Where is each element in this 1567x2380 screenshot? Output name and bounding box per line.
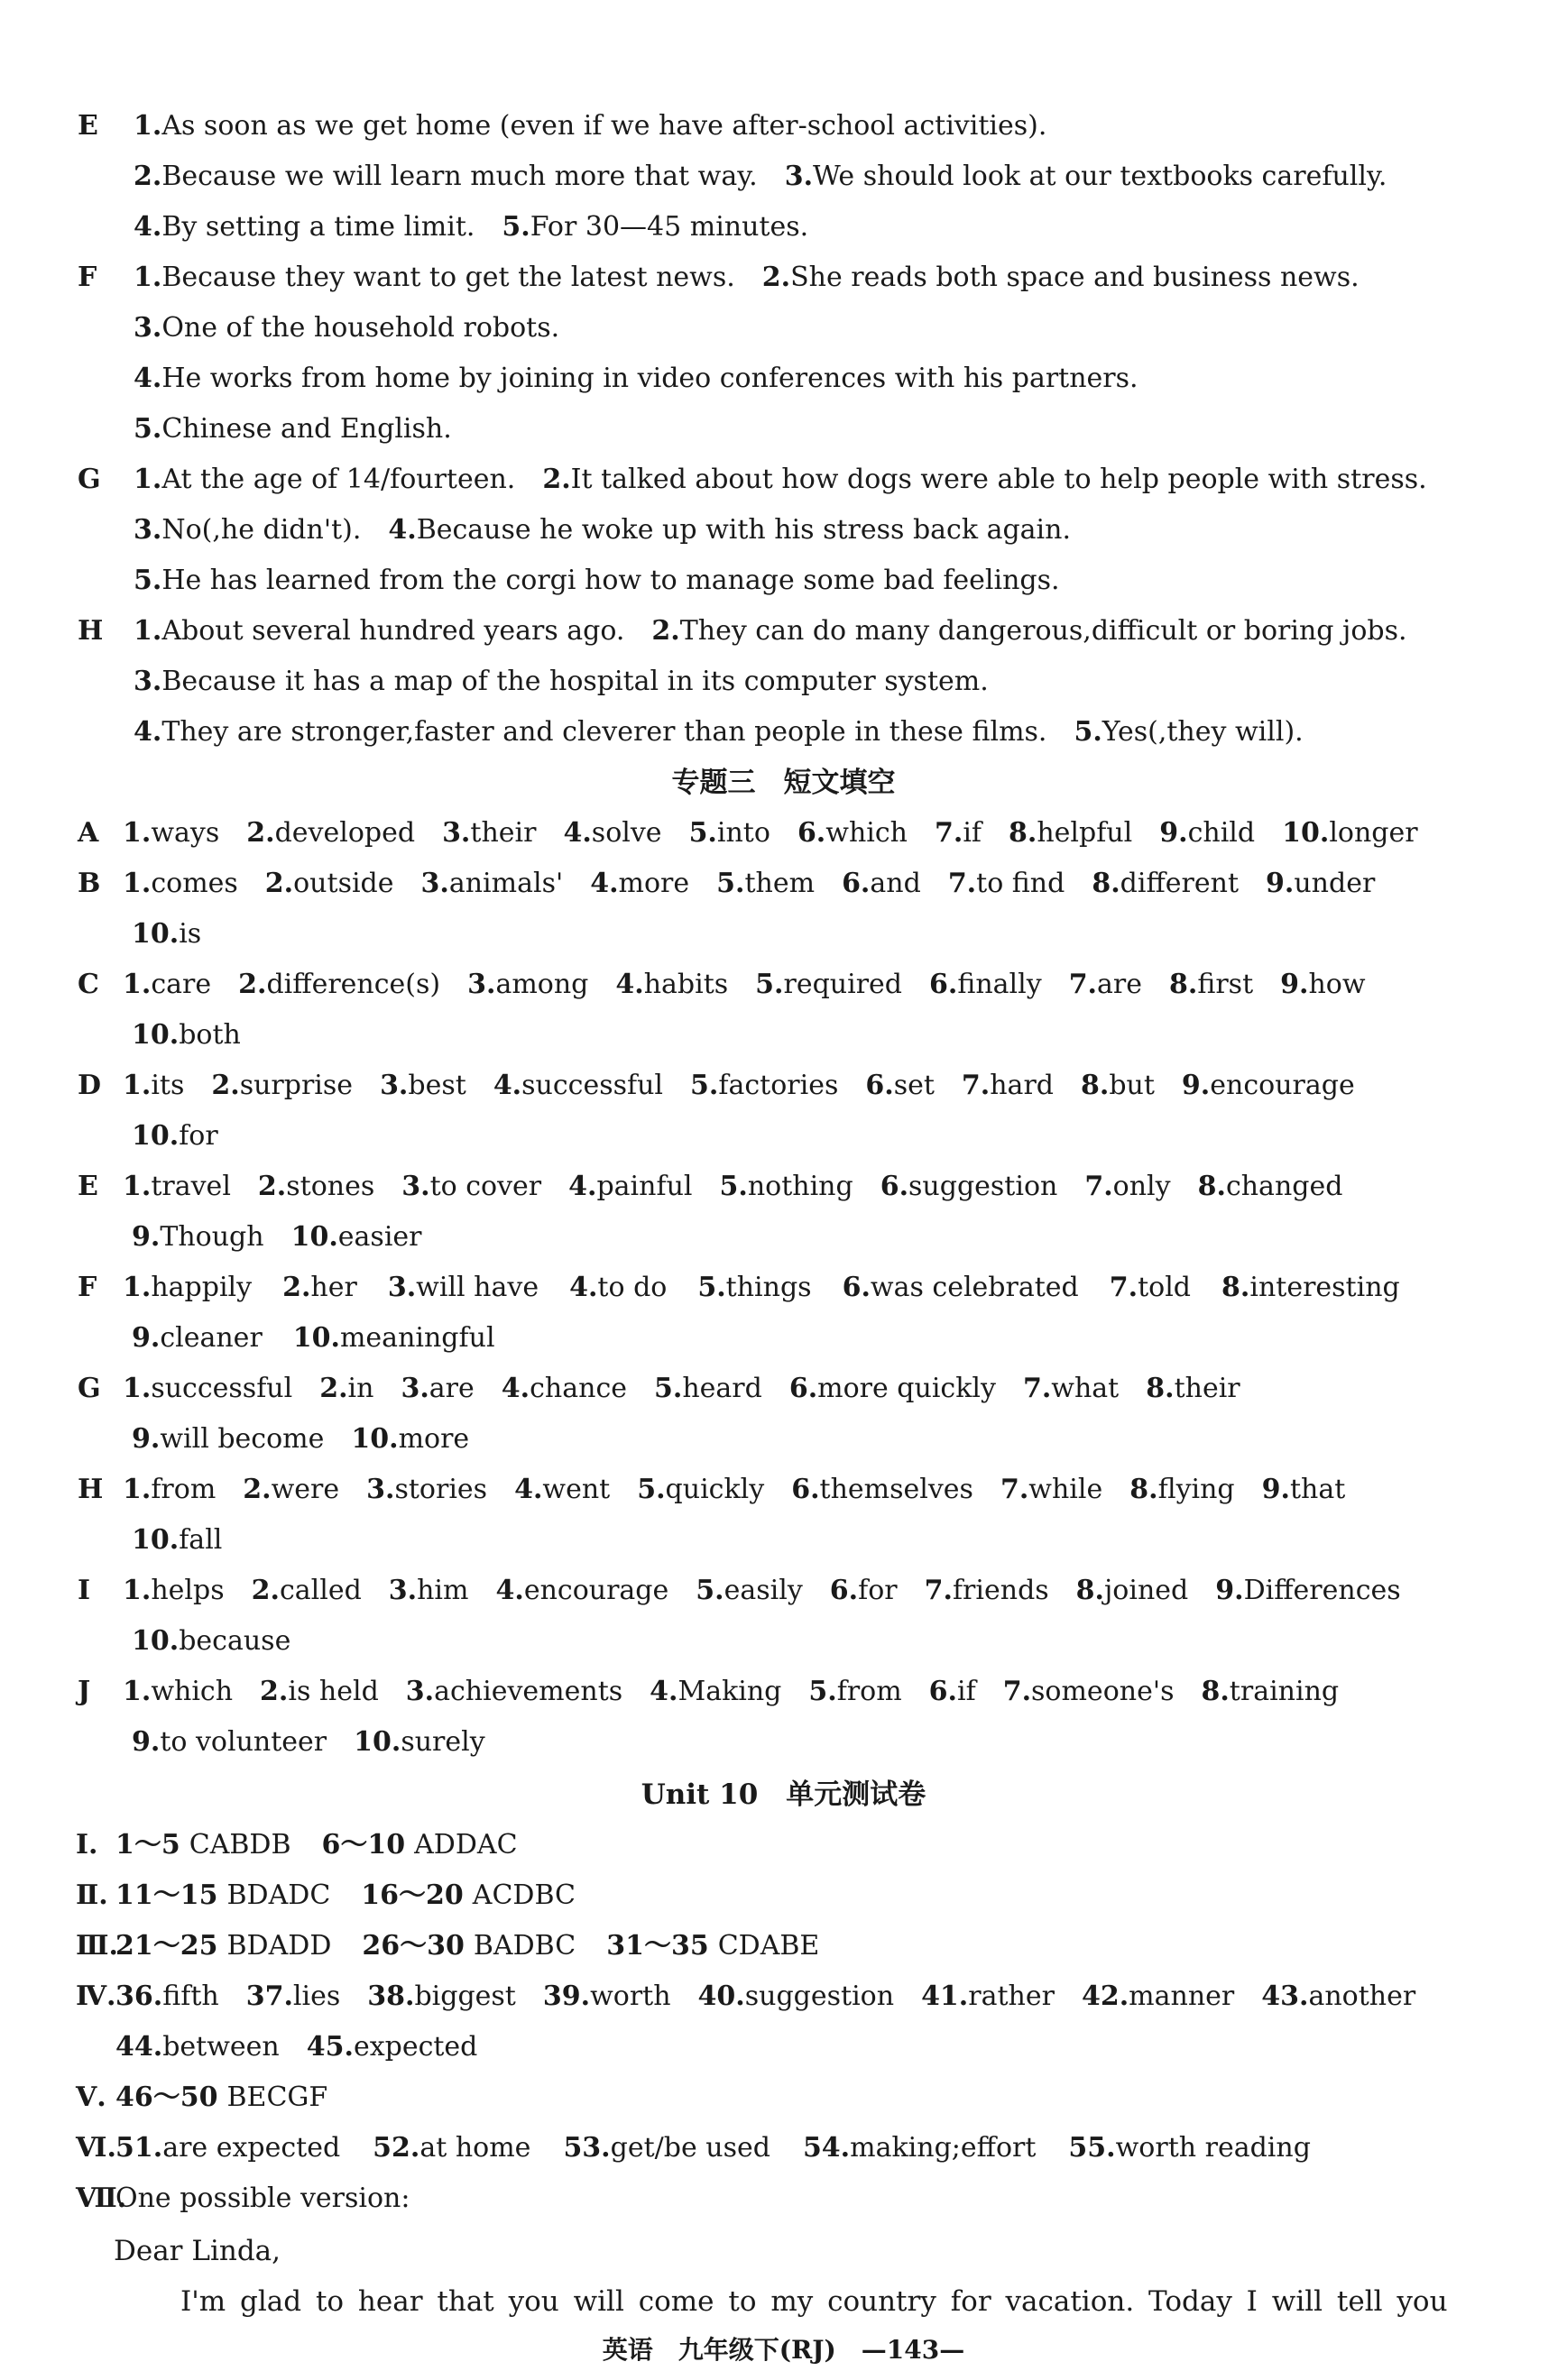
answer-item: 2.is held <box>260 1676 379 1707</box>
reading-h-row-2 <box>0 658 1567 705</box>
reading-e-row-2 <box>0 153 1567 200</box>
answer-text: 2.Because we will learn much more that way. 3.We should look at our textbooks carefully. <box>134 161 1387 192</box>
answer-item: 6.if <box>928 1676 976 1707</box>
answer-item: 10.meaningful <box>292 1322 495 1354</box>
answer-item: 5.things <box>697 1272 812 1303</box>
answer-item: 3.stories <box>366 1474 488 1505</box>
answer-item: 42.manner <box>1081 1980 1235 2012</box>
answer-item: 5.required <box>755 969 902 1000</box>
test-r4-row <box>0 1973 1567 2020</box>
answer-item: 52.at home <box>373 2132 531 2164</box>
test-r5-row <box>0 2074 1567 2121</box>
test-r3-row <box>0 1923 1567 1970</box>
answer-text: 5.Chinese and English. <box>134 413 452 445</box>
letter-body-row <box>0 2278 1567 2325</box>
answer-item: 1.ways <box>123 817 220 849</box>
question-range: 26～30 <box>362 1930 465 1962</box>
answer-item: 10.both <box>132 1019 241 1051</box>
fill-a-row-1 <box>0 810 1567 857</box>
section-label: A <box>78 817 99 849</box>
answer-item: 8.first <box>1169 969 1254 1000</box>
answer-item: 45.expected <box>306 2031 478 2063</box>
answer-item: 6.more quickly <box>788 1373 996 1404</box>
answer-item: 43.another <box>1261 1980 1416 2012</box>
section-label: D <box>78 1070 102 1101</box>
answer-text: 4.They are stronger,faster and cleverer than people in these films. 5.Yes(,they will). <box>134 716 1304 748</box>
answer-item: 9.cleaner <box>132 1322 263 1354</box>
fill-b-row-2 <box>0 911 1567 958</box>
question-range: 1～5 <box>115 1829 180 1861</box>
fill-h-row-2 <box>0 1517 1567 1564</box>
answer-item: 3.achievements <box>405 1676 623 1707</box>
answer-item: 3.are <box>401 1373 475 1404</box>
answer-letters: BECGF <box>226 2081 328 2113</box>
answer-item: 6.and <box>842 868 921 899</box>
fill-f-row-1 <box>0 1264 1567 1311</box>
answer-text: 1.As soon as we get home (even if we have after-school activities). <box>134 110 1047 142</box>
roman-numeral: Ⅵ. <box>76 2132 116 2164</box>
letter-salutation: Dear Linda, <box>114 2235 281 2267</box>
answer-list <box>123 1567 1428 1614</box>
answer-item: 2.outside <box>264 868 394 899</box>
answer-letters: CABDB <box>189 1829 291 1861</box>
answer-list <box>123 1466 1372 1513</box>
answer-item: 3.best <box>380 1070 466 1101</box>
answer-text: 1.Because they want to get the latest news. 2.She reads both space and business news. <box>134 262 1360 293</box>
fill-d-row-1 <box>0 1062 1567 1109</box>
answer-item: 2.developed <box>246 817 416 849</box>
answer-item: 10.is <box>132 918 202 950</box>
answer-list <box>123 1365 1267 1412</box>
answer-item: 2.difference(s) <box>238 969 441 1000</box>
answer-item: 6.set <box>865 1070 935 1101</box>
section-label: J <box>78 1676 91 1707</box>
section-label: G <box>78 1373 101 1404</box>
answer-item: 9.encourage <box>1181 1070 1355 1101</box>
answer-item: 9.Differences <box>1215 1575 1401 1606</box>
answer-item: 9.under <box>1266 868 1376 899</box>
test-r6-row <box>0 2125 1567 2172</box>
answer-item: 44.between <box>115 2031 280 2063</box>
answer-item: 53.get/be used <box>563 2132 770 2164</box>
answer-list <box>132 1517 249 1564</box>
answer-item: 8.joined <box>1075 1575 1189 1606</box>
answer-list <box>123 810 1445 857</box>
answer-item: 5.heard <box>654 1373 762 1404</box>
answer-item: 10.more <box>351 1423 470 1455</box>
answer-list <box>123 860 1402 907</box>
question-range: 6～10 <box>321 1829 406 1861</box>
section-label: E <box>78 1171 98 1202</box>
section-label: I <box>78 1575 91 1606</box>
answer-list <box>123 1062 1382 1109</box>
fill-i-row-1 <box>0 1567 1567 1614</box>
answer-item: 10.fall <box>132 1524 223 1556</box>
answer-item: 3.their <box>442 817 537 849</box>
answer-item: 36.fifth <box>115 1980 219 2012</box>
fill-c-row-1 <box>0 961 1567 1008</box>
answer-item: 54.making;effort <box>802 2132 1037 2164</box>
answer-list <box>115 2024 504 2071</box>
answer-list <box>123 1163 1369 1210</box>
question-range: 46～50 <box>115 2081 218 2113</box>
answer-item: 9.that <box>1261 1474 1346 1505</box>
answer-item: 1.travel <box>123 1171 231 1202</box>
answer-item: 8.flying <box>1129 1474 1235 1505</box>
answer-item: 6.was celebrated <box>842 1272 1079 1303</box>
answer-item: 8.changed <box>1197 1171 1343 1202</box>
answer-item: 9.Though <box>132 1221 264 1253</box>
answer-item: 5.quickly <box>637 1474 765 1505</box>
answer-item: 41.rather <box>921 1980 1055 2012</box>
fill-e-row-2 <box>0 1214 1567 1261</box>
question-range: 31～35 <box>606 1930 709 1962</box>
answer-item: 3.will have <box>387 1272 539 1303</box>
roman-numeral: Ⅲ. <box>76 1930 118 1962</box>
answer-item: 55.worth reading <box>1068 2132 1311 2164</box>
answer-item: 1.successful <box>123 1373 293 1404</box>
answer-item: 3.him <box>388 1575 469 1606</box>
answer-item: 1.care <box>123 969 212 1000</box>
answer-item: 3.to cover <box>401 1171 542 1202</box>
answer-item: 9.will become <box>132 1423 325 1455</box>
fill-h-row-1 <box>0 1466 1567 1513</box>
reading-g-row-3 <box>0 557 1567 604</box>
answer-list <box>132 1214 449 1261</box>
answer-item: 2.stones <box>257 1171 375 1202</box>
answer-list <box>132 911 228 958</box>
answer-list <box>132 1012 268 1059</box>
fill-i-row-2 <box>0 1618 1567 1665</box>
answer-item: 9.how <box>1280 969 1366 1000</box>
answer-item: 7.someone's <box>1002 1676 1175 1707</box>
answer-item: 7.to find <box>947 868 1065 899</box>
answer-item: 8.helpful <box>1009 817 1133 849</box>
roman-numeral: Ⅴ. <box>76 2081 106 2113</box>
answer-list <box>115 1973 1443 2020</box>
answer-item: 6.suggestion <box>880 1171 1058 1202</box>
section-label: C <box>78 969 99 1000</box>
answer-item: 2.surprise <box>211 1070 354 1101</box>
answer-item: 4.solve <box>563 817 662 849</box>
answer-item: 4.painful <box>568 1171 693 1202</box>
answer-letters: BADBC <box>473 1930 576 1962</box>
answer-item: 4.encourage <box>495 1575 669 1606</box>
section-label: F <box>78 262 97 293</box>
fill-c-row-2 <box>0 1012 1567 1059</box>
reading-f-row-1 <box>0 254 1567 301</box>
answer-item: 9.to volunteer <box>132 1726 327 1758</box>
answer-list <box>132 1315 526 1362</box>
answer-item: 1.helps <box>123 1575 225 1606</box>
answer-letters: BDADC <box>226 1879 331 1911</box>
roman-numeral: Ⅰ. <box>76 1829 98 1861</box>
answer-item: 7.what <box>1022 1373 1120 1404</box>
answer-item: 5.into <box>688 817 770 849</box>
fill-g-row-2 <box>0 1416 1567 1463</box>
answer-item: 5.factories <box>690 1070 839 1101</box>
letter-body: I'm glad to hear that you will come to my country for vacation. Today I will tell you <box>180 2285 1448 2318</box>
answer-item: 51.are expected <box>115 2132 341 2164</box>
answer-list <box>132 1719 512 1766</box>
answer-list <box>123 1264 1431 1311</box>
answer-item: 8.but <box>1081 1070 1155 1101</box>
answer-item: 6.themselves <box>791 1474 973 1505</box>
answer-item: 5.easily <box>696 1575 803 1606</box>
answer-item: 5.nothing <box>719 1171 853 1202</box>
answer-item: 3.among <box>467 969 589 1000</box>
answer-item: 1.its <box>123 1070 185 1101</box>
reading-f-row-4 <box>0 406 1567 453</box>
answer-list <box>132 1113 245 1160</box>
answer-letters: ADDAC <box>414 1829 518 1861</box>
answer-item: 5.from <box>808 1676 902 1707</box>
reading-f-row-2 <box>0 305 1567 352</box>
letter-salutation-row <box>0 2228 1567 2274</box>
reading-g-row-2 <box>0 507 1567 554</box>
section-label: H <box>78 1474 104 1505</box>
answer-item: 2.were <box>243 1474 340 1505</box>
reading-h-row-1 <box>0 608 1567 655</box>
answer-item: 4.went <box>514 1474 611 1505</box>
answer-item: 7.hard <box>961 1070 1054 1101</box>
answer-item: 10.longer <box>1282 817 1418 849</box>
answer-text: 3.Because it has a map of the hospital in its computer system. <box>134 666 989 697</box>
reading-e-row-1 <box>0 103 1567 150</box>
answer-item: 8.interesting <box>1221 1272 1400 1303</box>
answer-item: 10.because <box>132 1625 291 1657</box>
fill-j-row-1 <box>0 1668 1567 1715</box>
roman-numeral: Ⅳ. <box>76 1980 116 2012</box>
answer-item: 8.their <box>1146 1373 1240 1404</box>
section-label: B <box>78 868 101 899</box>
answer-item: 1.comes <box>123 868 238 899</box>
answer-item: 37.lies <box>245 1980 341 2012</box>
answer-item: 2.called <box>251 1575 362 1606</box>
answer-list <box>123 961 1393 1008</box>
answer-text: 4.He works from home by joining in video conferences with his partners. <box>134 363 1138 394</box>
answer-item: 4.chance <box>501 1373 627 1404</box>
answer-item: 9.child <box>1159 817 1256 849</box>
question-range: 21～25 <box>115 1930 218 1962</box>
answer-item: 40.suggestion <box>697 1980 895 2012</box>
answer-item: 8.training <box>1201 1676 1340 1707</box>
answer-item: 1.from <box>123 1474 217 1505</box>
answer-item: 4.Making <box>650 1676 782 1707</box>
fill-f-row-2 <box>0 1315 1567 1362</box>
section-label: H <box>78 615 104 647</box>
answer-item: 4.more <box>590 868 690 899</box>
answer-item: 2.her <box>282 1272 357 1303</box>
answer-item: 4.habits <box>615 969 729 1000</box>
answer-item: 7.are <box>1068 969 1142 1000</box>
answer-item: 5.them <box>716 868 816 899</box>
unit-test-heading: Unit 10 单元测试卷 <box>641 1778 926 1811</box>
test-r1-row <box>0 1822 1567 1869</box>
answer-item: 10.for <box>132 1120 218 1152</box>
answer-item: 4.to do <box>569 1272 668 1303</box>
answer-item: 6.for <box>829 1575 898 1606</box>
reading-h-row-3 <box>0 709 1567 756</box>
answer-letters: CDABE <box>717 1930 820 1962</box>
question-range: 16～20 <box>361 1879 464 1911</box>
answer-item: 38.biggest <box>367 1980 516 2012</box>
fill-d-row-2 <box>0 1113 1567 1160</box>
answer-letters: BDADD <box>226 1930 332 1962</box>
answer-item: 6.finally <box>929 969 1042 1000</box>
answer-text: 1.About several hundred years ago. 2.They can do many dangerous,difficult or boring jobs. <box>134 615 1407 647</box>
roman-numeral: Ⅶ. <box>76 2182 127 2214</box>
fill-e-row-1 <box>0 1163 1567 1210</box>
answer-list <box>115 2175 410 2222</box>
answer-list <box>115 1872 606 1919</box>
answer-list <box>123 1668 1366 1715</box>
answer-item: 7.only <box>1084 1171 1171 1202</box>
answer-item: 6.which <box>797 817 908 849</box>
answer-list <box>115 1923 850 1970</box>
test-r4-row-2 <box>0 2024 1567 2071</box>
answer-item: 4.successful <box>493 1070 664 1101</box>
reading-g-row-1 <box>0 456 1567 503</box>
fill-g-row-1 <box>0 1365 1567 1412</box>
answer-text: 4.By setting a time limit. 5.For 30—45 minutes. <box>134 211 809 243</box>
answer-item: 8.different <box>1092 868 1240 899</box>
answer-list <box>132 1618 318 1665</box>
roman-numeral: Ⅱ. <box>76 1879 108 1911</box>
answer-item: 2.in <box>319 1373 374 1404</box>
section-heading: 专题三 短文填空 <box>671 767 896 799</box>
fill-b-row-1 <box>0 860 1567 907</box>
answer-list <box>115 2125 1343 2172</box>
answer-item: 1.happily <box>123 1272 253 1303</box>
section-label: E <box>78 110 98 142</box>
answer-item: 10.surely <box>354 1726 485 1758</box>
answer-item: 7.told <box>1109 1272 1192 1303</box>
answer-item: 39.worth <box>542 1980 671 2012</box>
answer-item: 1.which <box>123 1676 234 1707</box>
answer-text: 3.No(,he didn't). 4.Because he woke up with his stress back again. <box>134 514 1072 546</box>
reading-e-row-3 <box>0 204 1567 251</box>
section-label: G <box>78 464 101 495</box>
reading-f-row-3 <box>0 355 1567 402</box>
answer-item: 10.easier <box>290 1221 422 1253</box>
answer-list <box>132 1416 496 1463</box>
answer-text: 5.He has learned from the corgi how to manage some bad feelings. <box>134 565 1060 596</box>
answer-letters: ACDBC <box>472 1879 576 1911</box>
answer-list <box>115 2074 358 2121</box>
test-r7-row <box>0 2175 1567 2222</box>
answer-text: 1.At the age of 14/fourteen. 2.It talked about how dogs were able to help people with stress. <box>134 464 1427 495</box>
answer-item: 7.if <box>934 817 982 849</box>
page-footer: 英语 九年级下(RJ) —143— <box>602 2335 965 2365</box>
answer-item: 7.friends <box>924 1575 1049 1606</box>
answer-text: 3.One of the household robots. <box>134 312 560 344</box>
question-range: 11～15 <box>115 1879 218 1911</box>
test-r2-row <box>0 1872 1567 1919</box>
answer-list <box>115 1822 548 1869</box>
section-label: F <box>78 1272 97 1303</box>
fill-j-row-2 <box>0 1719 1567 1766</box>
answer-item: 7.while <box>1000 1474 1103 1505</box>
answer-item: 3.animals' <box>420 868 564 899</box>
answer-text: One possible version: <box>115 2182 410 2214</box>
